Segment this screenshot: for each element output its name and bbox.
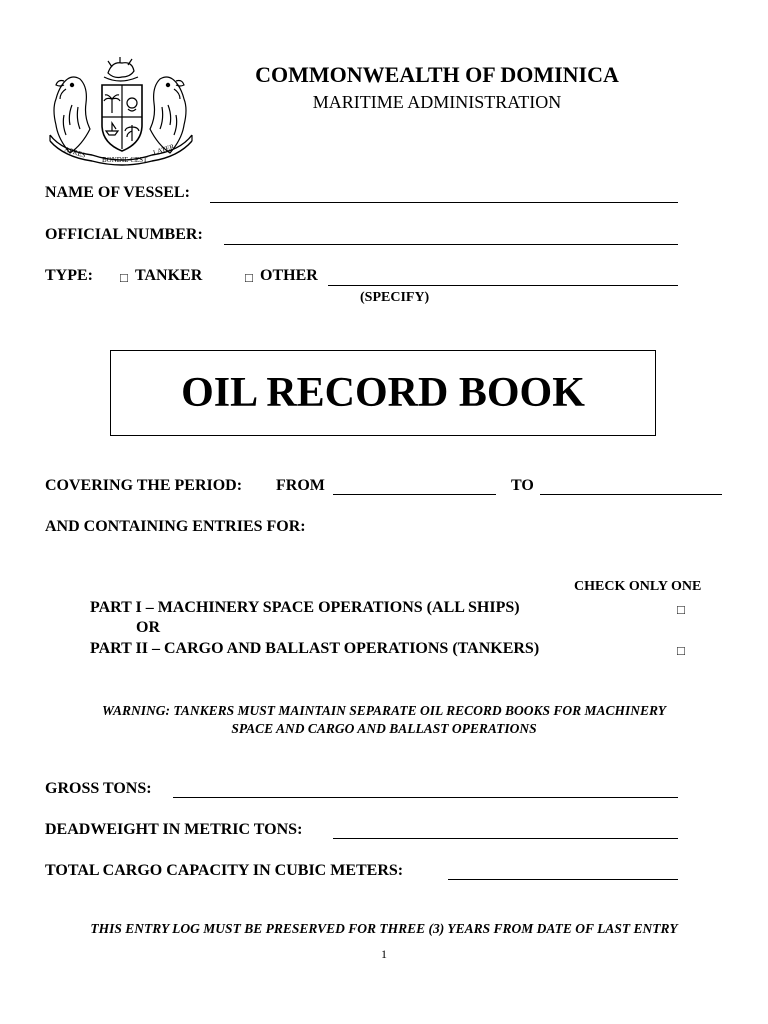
official-number-label: OFFICIAL NUMBER: <box>45 226 203 243</box>
from-label: FROM <box>276 477 325 494</box>
other-label: OTHER <box>260 267 318 284</box>
agency-title: MARITIME ADMINISTRATION <box>312 92 562 112</box>
or-label: OR <box>136 619 160 636</box>
crest-motto-bottom: BONDIE CEST <box>102 156 148 164</box>
warning-line-1: WARNING: TANKERS MUST MAINTAIN SEPARATE OIL RECORD BOOKS FOR MACHINERY <box>101 703 667 718</box>
country-title: COMMONWEALTH OF DOMINICA <box>255 62 619 87</box>
other-specify-field[interactable] <box>328 285 678 286</box>
tanker-label: TANKER <box>135 267 203 284</box>
preservation-notice: THIS ENTRY LOG MUST BE PRESERVED FOR THREE (3) YEARS FROM DATE OF LAST ENTRY <box>90 921 678 936</box>
to-label: TO <box>511 477 534 494</box>
part-one-checkbox[interactable]: □ <box>677 602 685 617</box>
deadweight-field[interactable] <box>333 838 678 839</box>
gross-tons-label: GROSS TONS: <box>45 780 152 797</box>
from-date-field[interactable] <box>333 494 496 495</box>
crest-motto-right: LATER <box>152 142 176 157</box>
part-one-label: PART I – MACHINERY SPACE OPERATIONS (ALL SHIPS) <box>90 599 520 616</box>
other-checkbox[interactable]: □ <box>245 270 253 285</box>
document-title: OIL RECORD BOOK <box>181 370 585 416</box>
warning-line-2: SPACE AND CARGO AND BALLAST OPERATIONS <box>231 721 537 736</box>
coat-of-arms <box>42 55 198 167</box>
crest-motto-left: APRES <box>63 145 87 160</box>
cargo-capacity-field[interactable] <box>448 879 678 880</box>
covering-period-label: COVERING THE PERIOD: <box>45 477 243 494</box>
vessel-name-label: NAME OF VESSEL: <box>45 184 190 201</box>
specify-caption: (SPECIFY) <box>360 290 430 305</box>
to-date-field[interactable] <box>540 494 722 495</box>
check-only-one-label: CHECK ONLY ONE <box>574 579 702 594</box>
deadweight-label: DEADWEIGHT IN METRIC TONS: <box>45 821 303 838</box>
part-two-checkbox[interactable]: □ <box>677 643 685 658</box>
warning-text <box>40 702 728 738</box>
type-label: TYPE: <box>45 267 93 284</box>
tanker-checkbox[interactable]: □ <box>120 270 128 285</box>
title-box <box>110 350 656 436</box>
page-number: 1 <box>381 947 387 961</box>
cargo-capacity-label: TOTAL CARGO CAPACITY IN CUBIC METERS: <box>45 862 404 879</box>
part-two-label: PART II – CARGO AND BALLAST OPERATIONS (TANKERS) <box>90 640 540 657</box>
gross-tons-field[interactable] <box>173 797 678 798</box>
vessel-name-field[interactable] <box>210 202 678 203</box>
containing-entries-label: AND CONTAINING ENTRIES FOR: <box>45 518 306 535</box>
official-number-field[interactable] <box>224 244 678 245</box>
